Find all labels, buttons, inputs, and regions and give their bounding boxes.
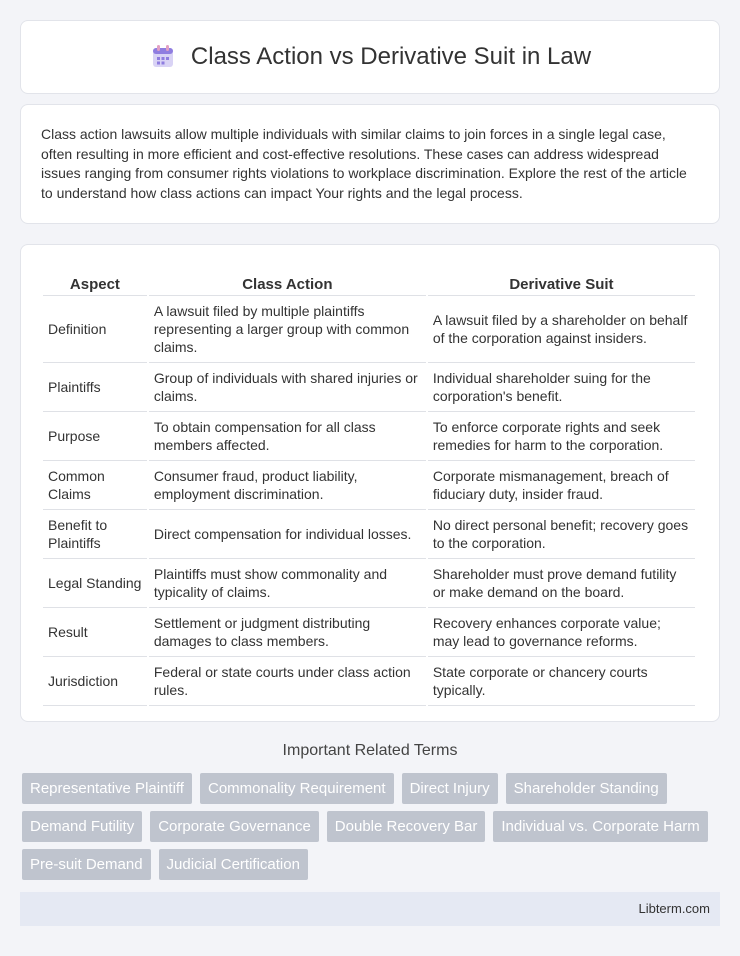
footer [20,892,720,926]
term-tag[interactable]: Direct Injury [402,773,498,804]
cell-derivative-suit: Shareholder must prove demand futility or make demand on the board. [428,558,695,607]
related-terms-list [22,773,722,887]
term-tag[interactable]: Commonality Requirement [200,773,394,804]
cell-class-action: To obtain compensation for all class members affected. [149,411,426,460]
cell-derivative-suit: State corporate or chancery courts typically. [428,656,695,706]
term-tag[interactable]: Judicial Certification [159,849,308,880]
term-tag[interactable]: Double Recovery Bar [327,811,486,842]
cell-class-action: Consumer fraud, product liability, employment discrimination. [149,460,426,509]
cell-class-action: Federal or state courts under class action rules. [149,656,426,706]
term-tag[interactable]: Representative Plaintiff [22,773,192,804]
cell-class-action: Direct compensation for individual losses. [149,509,426,558]
intro-text: Class action lawsuits allow multiple individuals with similar claims to join forces in a single legal case, often resulting in more efficient and cost-effective resolutions. These cases can address widespread issues ranging from consumer rights violations to workplace discrimination. Explore the rest of the article to understand how class actions can impact Your rights and the legal process. [41,126,687,201]
cell-derivative-suit: Individual shareholder suing for the corporation's benefit. [428,362,695,411]
cell-derivative-suit: Corporate mismanagement, breach of fiduciary duty, insider fraud. [428,460,695,509]
cell-derivative-suit: Recovery enhances corporate value; may lead to governance reforms. [428,607,695,656]
term-tag[interactable]: Individual vs. Corporate Harm [493,811,707,842]
header-card [20,20,720,94]
cell-derivative-suit: To enforce corporate rights and seek remedies for harm to the corporation. [428,411,695,460]
related-terms-title: Important Related Terms [282,742,458,759]
cell-class-action: Plaintiffs must show commonality and typicality of claims. [149,558,426,607]
table-row [43,460,695,509]
comparison-table [41,265,697,706]
table-row [43,607,695,656]
cell-class-action: Group of individuals with shared injuries or claims. [149,362,426,411]
table-row [43,362,695,411]
header-derivative-suit: Derivative Suit [509,276,614,293]
cell-class-action: Settlement or judgment distributing damages to class members. [149,607,426,656]
table-row [43,295,695,362]
page-title: Class Action vs Derivative Suit in Law [190,43,592,70]
cell-derivative-suit: No direct personal benefit; recovery goes to the corporation. [428,509,695,558]
cell-aspect: Result [43,607,147,656]
table-row [43,558,695,607]
cell-aspect: Definition [43,295,147,362]
cell-derivative-suit: A lawsuit filed by a shareholder on behalf of the corporation against insiders. [428,295,695,362]
calendar-icon [149,43,177,71]
cell-aspect: Plaintiffs [43,362,147,411]
cell-aspect: Common Claims [43,460,147,509]
cell-aspect: Benefit to Plaintiffs [43,509,147,558]
term-tag[interactable]: Corporate Governance [150,811,319,842]
table-header-row [43,265,695,295]
term-tag[interactable]: Demand Futility [22,811,142,842]
intro-card [20,104,720,224]
table-row [43,656,695,706]
cell-class-action: A lawsuit filed by multiple plaintiffs representing a larger group with common claims. [149,295,426,362]
term-tag[interactable]: Shareholder Standing [506,773,667,804]
term-tag[interactable]: Pre-suit Demand [22,849,151,880]
header-class-action: Class Action [242,276,333,293]
table-row [43,509,695,558]
footer-site-link[interactable]: Libterm.com [638,901,710,916]
table-row [43,411,695,460]
header-aspect: Aspect [69,276,120,293]
cell-aspect: Purpose [43,411,147,460]
comparison-card [20,244,720,722]
cell-aspect: Legal Standing [43,558,147,607]
cell-aspect: Jurisdiction [43,656,147,706]
